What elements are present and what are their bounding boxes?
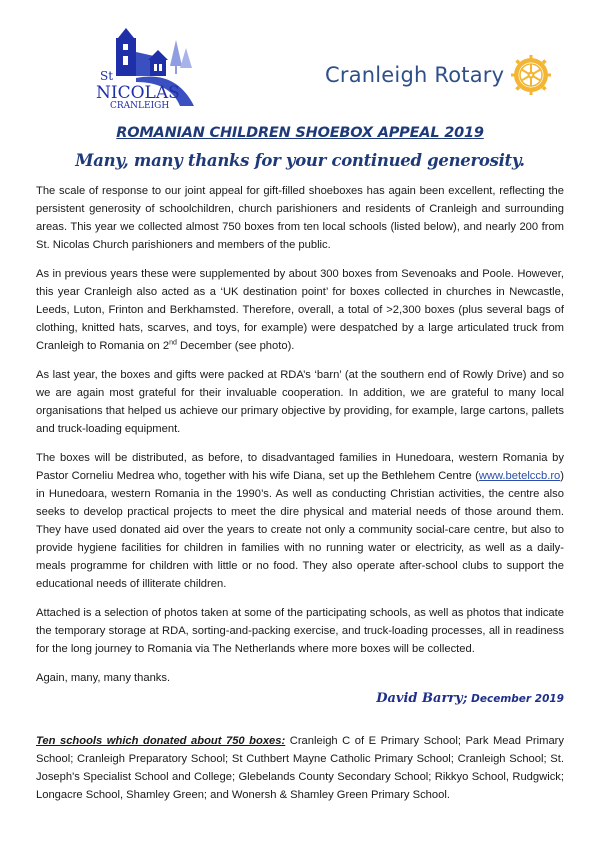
- church-icon: [96, 26, 206, 111]
- rotary-wheel-icon: [510, 54, 552, 96]
- paragraph-text: As in previous years these were supplemented by about 300 boxes from Sevenoaks and Poole. However, this year Cranleigh also acted as a ‘UK destination point’ for boxes collected in churches in Newcastle, Leeds, Luton, Frinton and Berkhamsted. Therefore, overall, a total of >2,300 boxes (plus several bags of clothing, knitted hats, scarves, and toys, for example) were despatched by a large articulated truck from Cranleigh to Romania on 2: [36, 268, 564, 352]
- logo-cranleigh: CRANLEIGH: [110, 101, 170, 111]
- schools-text: Cranleigh C of E Primary School; Park Mead Primary School; Cranleigh Preparatory School; St Cuthbert Mayne Catholic Primary School; Cranleigh School; St. Joseph's Specialist School and College; Glebelands County Secondary School; Rikkyo School, Rudgwick; Longacre School, Shamley Green; and Wonersh & Shamley Green Primary School.: [36, 735, 565, 801]
- page-subtitle: Many, many thanks for your continued generosity.: [75, 151, 525, 170]
- page-title: ROMANIAN CHILDREN SHOEBOX APPEAL 2019: [116, 125, 484, 141]
- letter-body: [36, 182, 564, 804]
- logo-nicolas: NICOLAS: [96, 83, 180, 103]
- signature-date: December 2019: [467, 693, 564, 705]
- ordinal-suffix: nd: [169, 339, 177, 347]
- paragraph-text: As last year, the boxes and gifts were packed at RDA’s ‘barn’ (at the southern end of Rowly Drive) and so we are again most grateful for their invaluable cooperation. In addition, we are grateful to many local organisations that helped us achieve our primary objective by providing, for example, large cartons, pallets and truck-loading equipment.: [36, 369, 564, 435]
- bethlehem-centre-link[interactable]: www.betelccb.ro: [478, 470, 561, 482]
- letterhead: [0, 0, 600, 120]
- paragraph-response: [36, 182, 564, 254]
- paragraph-text: Attached is a selection of photos taken at some of the participating schools, as well as photos that indicate the temporary storage at RDA, sorting-and-packing exercise, and truck-loading processes, all in readiness for the long journey to Romania via The Netherlands where more boxes will be collected.: [36, 607, 564, 655]
- paragraph-thanks: [36, 669, 564, 687]
- paragraph-text-cont: December (see photo).: [176, 340, 295, 352]
- paragraph-packing: [36, 366, 564, 438]
- paragraph-text: The boxes will be distributed, as before, to disadvantaged families in Hunedoara, western Romania by Pastor Corneliu Medrea who, together with his wife Diana, set up the Bethlehem Centre (: [36, 452, 564, 482]
- paragraph-text: Again, many, many thanks.: [36, 672, 171, 684]
- paragraph-text: The scale of response to our joint appeal for gift-filled shoeboxes has again been excellent, reflecting the persistent generosity of schoolchildren, church parishioners and residents of Cranleigh and surrounding areas. This year we collected almost 750 boxes from ten local schools (listed below), and nearly 200 from St. Nicolas Church parishioners and members of the public.: [36, 185, 564, 251]
- schools-label: Ten schools which donated about 750 boxes:: [36, 735, 286, 747]
- rotary-logo-text: Cranleigh Rotary: [325, 63, 505, 87]
- paragraph-text-cont: ) in Hunedoara, western Romania in the 1990’s. As well as conducting Christian activities, the centre also seeks to develop practical projects to meet the dire physical and material needs of those around them. They have used donated aid over the years to create not only a community social-care centre, but also to provide hygiene facilities for children in families with no running water or electricity, as well as a daily-meals programme for children with little or no food. They also operate after-school clubs to support the educational needs of illiterate children.: [36, 470, 564, 590]
- rotary-logo: [325, 54, 552, 96]
- signature: [36, 689, 564, 708]
- schools-list: [36, 732, 564, 804]
- paragraph-photos: [36, 604, 564, 658]
- logo-st: St: [100, 69, 114, 83]
- st-nicolas-logo: [96, 26, 206, 111]
- paragraph-distribution: [36, 449, 564, 593]
- signature-name: David Barry;: [376, 691, 468, 706]
- paragraph-supplemented: [36, 265, 564, 355]
